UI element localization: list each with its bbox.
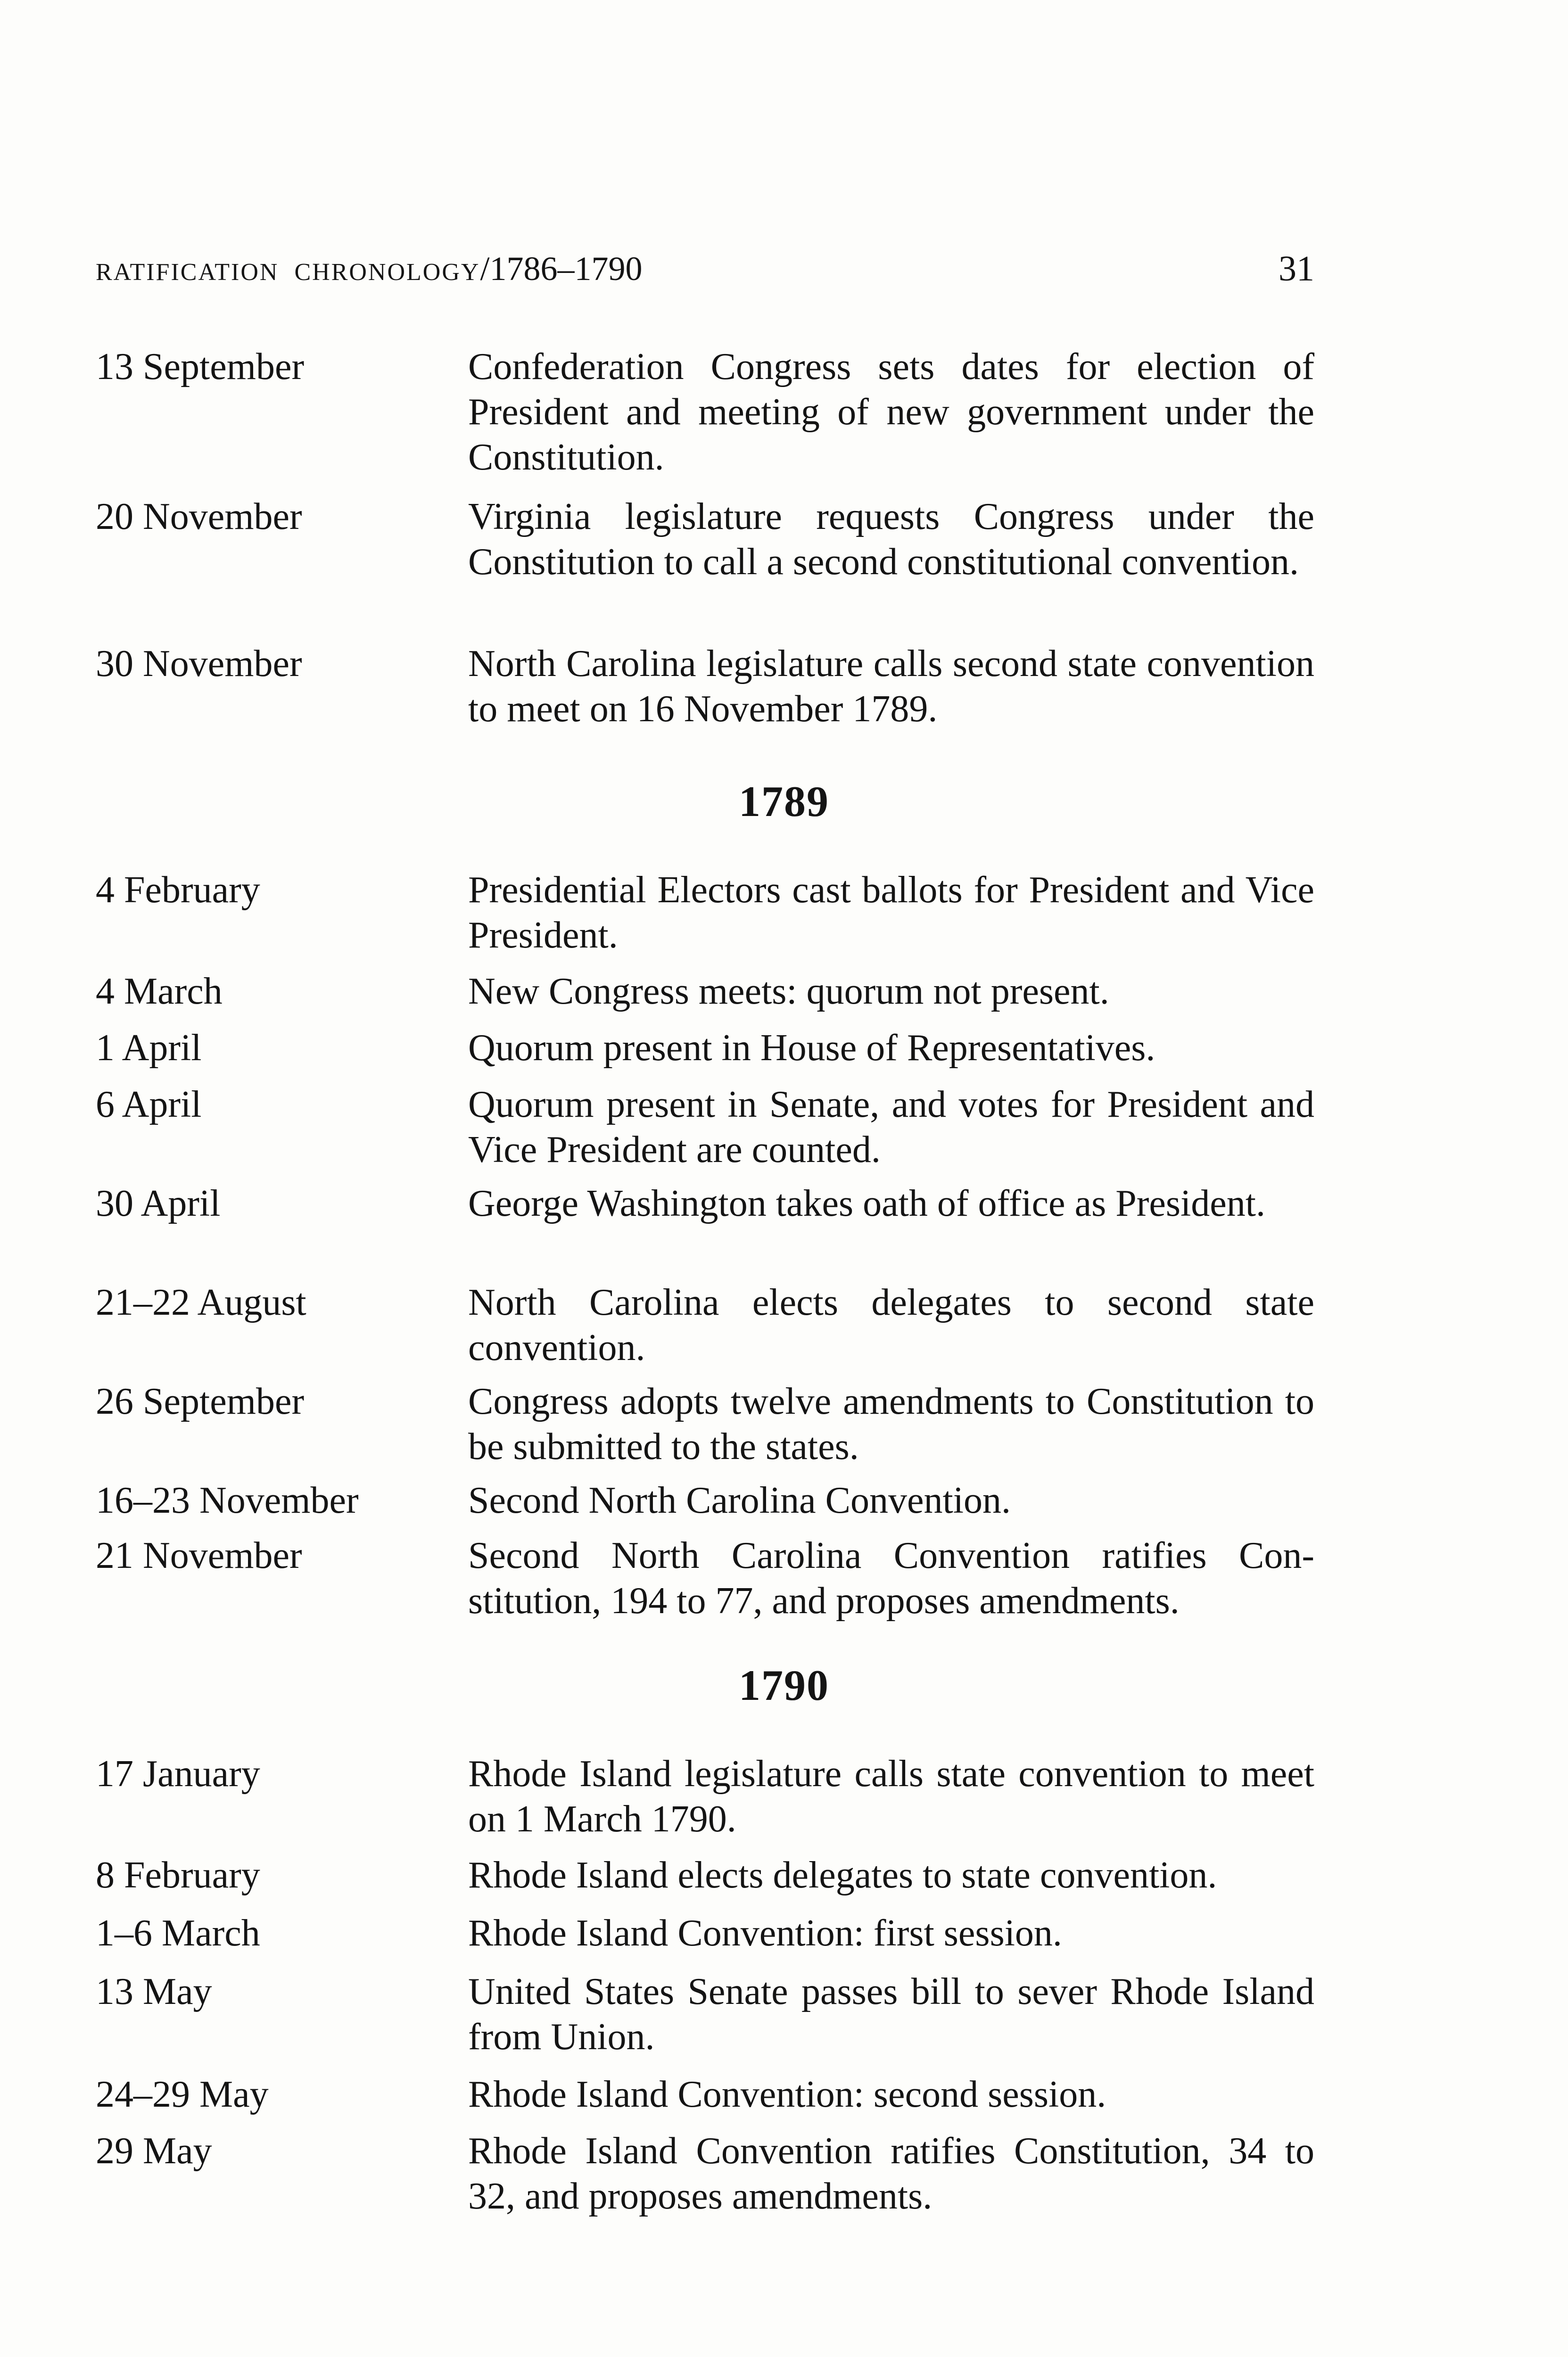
entry-description: Rhode Island legislature calls state convention to meet on 1 March 1790.: [468, 1753, 1314, 1840]
entry-date: 20 November: [96, 496, 302, 537]
running-title-word-2: CHRONOLOGY: [294, 259, 480, 286]
entry-description: Rhode Island Convention: first session.: [468, 1912, 1062, 1954]
entry-date: 6 April: [96, 1084, 202, 1125]
entry-date: 16–23 November: [96, 1480, 359, 1521]
chronology-entry: [96, 1911, 1314, 1956]
entry-date: 30 April: [96, 1183, 221, 1224]
running-title-word-1: RATIFICATION: [96, 259, 279, 286]
chronology-entry: [96, 1969, 1314, 2060]
entry-date: 30 November: [96, 643, 302, 684]
entry-description: Rhode Island Convention: second session.: [468, 2074, 1106, 2115]
chronology-entry: [96, 2072, 1314, 2117]
entry-description: United States Senate passes bill to sever Rhode Island from Union.: [468, 1971, 1314, 2058]
running-title-years: /1786–1790: [480, 250, 643, 288]
chronology-entry: [96, 1082, 1314, 1172]
chronology-entry: [96, 1181, 1314, 1226]
entry-description: Rhode Island Convention ratifies Constitution, 34 to 32, and proposes amendments.: [468, 2130, 1314, 2217]
entry-description: George Washington takes oath of office as President.: [468, 1183, 1265, 1224]
entry-date: 21 November: [96, 1535, 302, 1576]
entry-date: 13 September: [96, 346, 305, 387]
chronology-entry: [96, 641, 1314, 732]
chronology-entry: [96, 1533, 1314, 1624]
running-head: [96, 240, 1314, 297]
entry-date: 8 February: [96, 1854, 260, 1896]
entry-date: 4 February: [96, 869, 260, 911]
entry-description: Second North Carolina Convention ratifies Constitution, 194 to 77, and proposes amendments.: [468, 1535, 1314, 1622]
chronology-entry: [96, 1379, 1314, 1469]
chronology-entry: [96, 1280, 1314, 1370]
entry-description: North Carolina legislature calls second state convention to meet on 16 November 1789.: [468, 643, 1314, 730]
entry-date: 1–6 March: [96, 1912, 260, 1954]
chronology-entry: [96, 867, 1314, 958]
chronology-entry: [96, 2128, 1314, 2219]
chronology-entry: [96, 1751, 1314, 1842]
entry-date: 17 January: [96, 1753, 260, 1795]
entry-description: New Congress meets: quorum not present.: [468, 971, 1109, 1012]
entry-date: 29 May: [96, 2130, 212, 2172]
chronology-entry: [96, 1025, 1314, 1071]
entry-date: 24–29 May: [96, 2074, 269, 2115]
year-heading-1790: 1790: [739, 1661, 829, 1709]
running-title: [96, 240, 642, 301]
entry-date: 4 March: [96, 971, 223, 1012]
chronology-entry: [96, 1478, 1314, 1523]
entry-date: 1 April: [96, 1027, 202, 1069]
chronology-entry: [96, 969, 1314, 1014]
entry-description: North Carolina elects delegates to second state convention.: [468, 1282, 1314, 1368]
entry-description: Presidential Electors cast ballots for President and Vice President.: [468, 869, 1314, 956]
page-number: 31: [1279, 249, 1314, 288]
entry-description: Virginia legislature requests Congress under the Constitution to call a second constitutional convention.: [468, 496, 1314, 583]
entry-description: Congress adopts twelve amendments to Constitution to be submitted to the states.: [468, 1381, 1314, 1467]
chronology-entry: [96, 1853, 1314, 1898]
entry-description: Quorum present in Senate, and votes for President and Vice President are counted.: [468, 1084, 1314, 1170]
entry-date: 21–22 August: [96, 1282, 306, 1323]
year-heading-1789: 1789: [739, 777, 829, 825]
entry-description: Confederation Congress sets dates for election of President and meeting of new government under the Constitution.: [468, 346, 1314, 478]
chronology-entry: [96, 344, 1314, 480]
entry-description: Rhode Island elects delegates to state convention.: [468, 1854, 1217, 1896]
entry-description: Quorum present in House of Representatives.: [468, 1027, 1155, 1069]
entry-date: 13 May: [96, 1971, 212, 2012]
entry-date: 26 September: [96, 1381, 305, 1422]
entry-description: Second North Carolina Convention.: [468, 1480, 1011, 1521]
chronology-entry: [96, 494, 1314, 585]
